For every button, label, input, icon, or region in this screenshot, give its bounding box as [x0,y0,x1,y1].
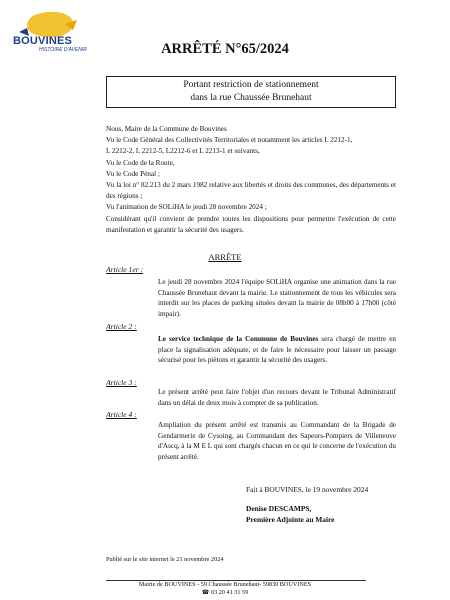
article-2-lead: Le service technique de la Commune de Bouvines [158,335,319,343]
visa-line: Vu l'animation de SOLiHA le jeudi 28 novembre 2024 ; [106,203,267,212]
article-4-text: Ampliation du présent arrêté est transmis au Commandant de la Brigade de Gendarmerie de Cysoing, au Commandant des Sapeurs-Pompiers de Villeneuve d'Ascq, à la M E L qui sont chargés chacun en ce qui le concerne de l'exécution du présent arrêté. [158,421,396,461]
article-1-text: Le jeudi 28 novembre 2024 l'équipe SOLiHA organise une animation dans la rue Chaussée Brunehaut devant la mairie. Le stationnement de tous les véhicules sera interdit sur les places de parking situées devant la mairie de 08h00 à 17h00 (côté impair). [158,278,396,318]
visas-block [106,124,396,236]
article-3-label: Article 3 : [106,378,137,387]
visa-line: L 2212-2, L 2212-5, L2212-6 et L 2213-1 et suivants, [106,147,260,156]
logo-name: BOUVINES [13,35,73,47]
signatory-name: Denise DESCAMPS, [246,504,312,513]
publication-note: Publié sur le site internet le 21 novembre 2024 [106,556,224,563]
footer [0,581,450,597]
signatory-role: Première Adjointe au Maire [246,515,335,524]
visa-line: Nous, Maire de la Commune de Bouvines [106,125,227,133]
signature-place-date: Fait à BOUVINES, le 19 novembre 2024 [246,485,369,494]
article-2-body: sera chargé de mettre en place la signalisation adéquate, et de faire le nécessaire pour laisser un passage sécurisé pour les piétons et garantir la sécurité des usagers. [158,335,396,365]
article-4-label: Article 4 : [106,410,137,419]
subject-line-2: dans la rue Chaussée Brunehaut [190,92,312,103]
logo-tagline: HISTOIRE D'AVENIR [39,47,87,53]
subject-line-1: Portant restriction de stationnement [183,80,319,90]
visa-line: Vu le Code de la Route, [106,158,175,167]
article-3-text: Le présent arrêté peut faire l'objet d'un recours devant le Tribunal Administratif dans un délai de deux mois à compter de sa publication. [158,388,396,407]
article-2-label: Article 2 : [106,322,137,331]
visa-line: Vu la loi n° 82.213 du 2 mars 1982 relative aux libertés et droits des communes, des départements et des régions ; [106,181,396,201]
arrete-heading: ARRÊTE [208,252,242,262]
article-2-text [158,334,396,366]
subject-box [106,76,396,108]
footer-address: Mairie de BOUVINES - 59 Chaussée Brunehaut- 59830 BOUVINES [138,581,312,588]
footer-phone: ☎ 03 20 41 31 59 [201,589,249,596]
visa-line: Vu le Code Pénal ; [106,169,160,178]
page-title: ARRÊTÉ N°65/2024 [161,41,289,57]
considerant-line: Considérant qu'il convient de prendre toutes les dispositions pour permettre l'exécution de cette manifestation et garantir la sécurité des usagers. [106,214,396,234]
article-1-label: Article 1er : [106,265,144,274]
visa-line: Vu le Code Général des Collectivités Territoriales et notamment les articles L 2212-1, [106,136,353,145]
